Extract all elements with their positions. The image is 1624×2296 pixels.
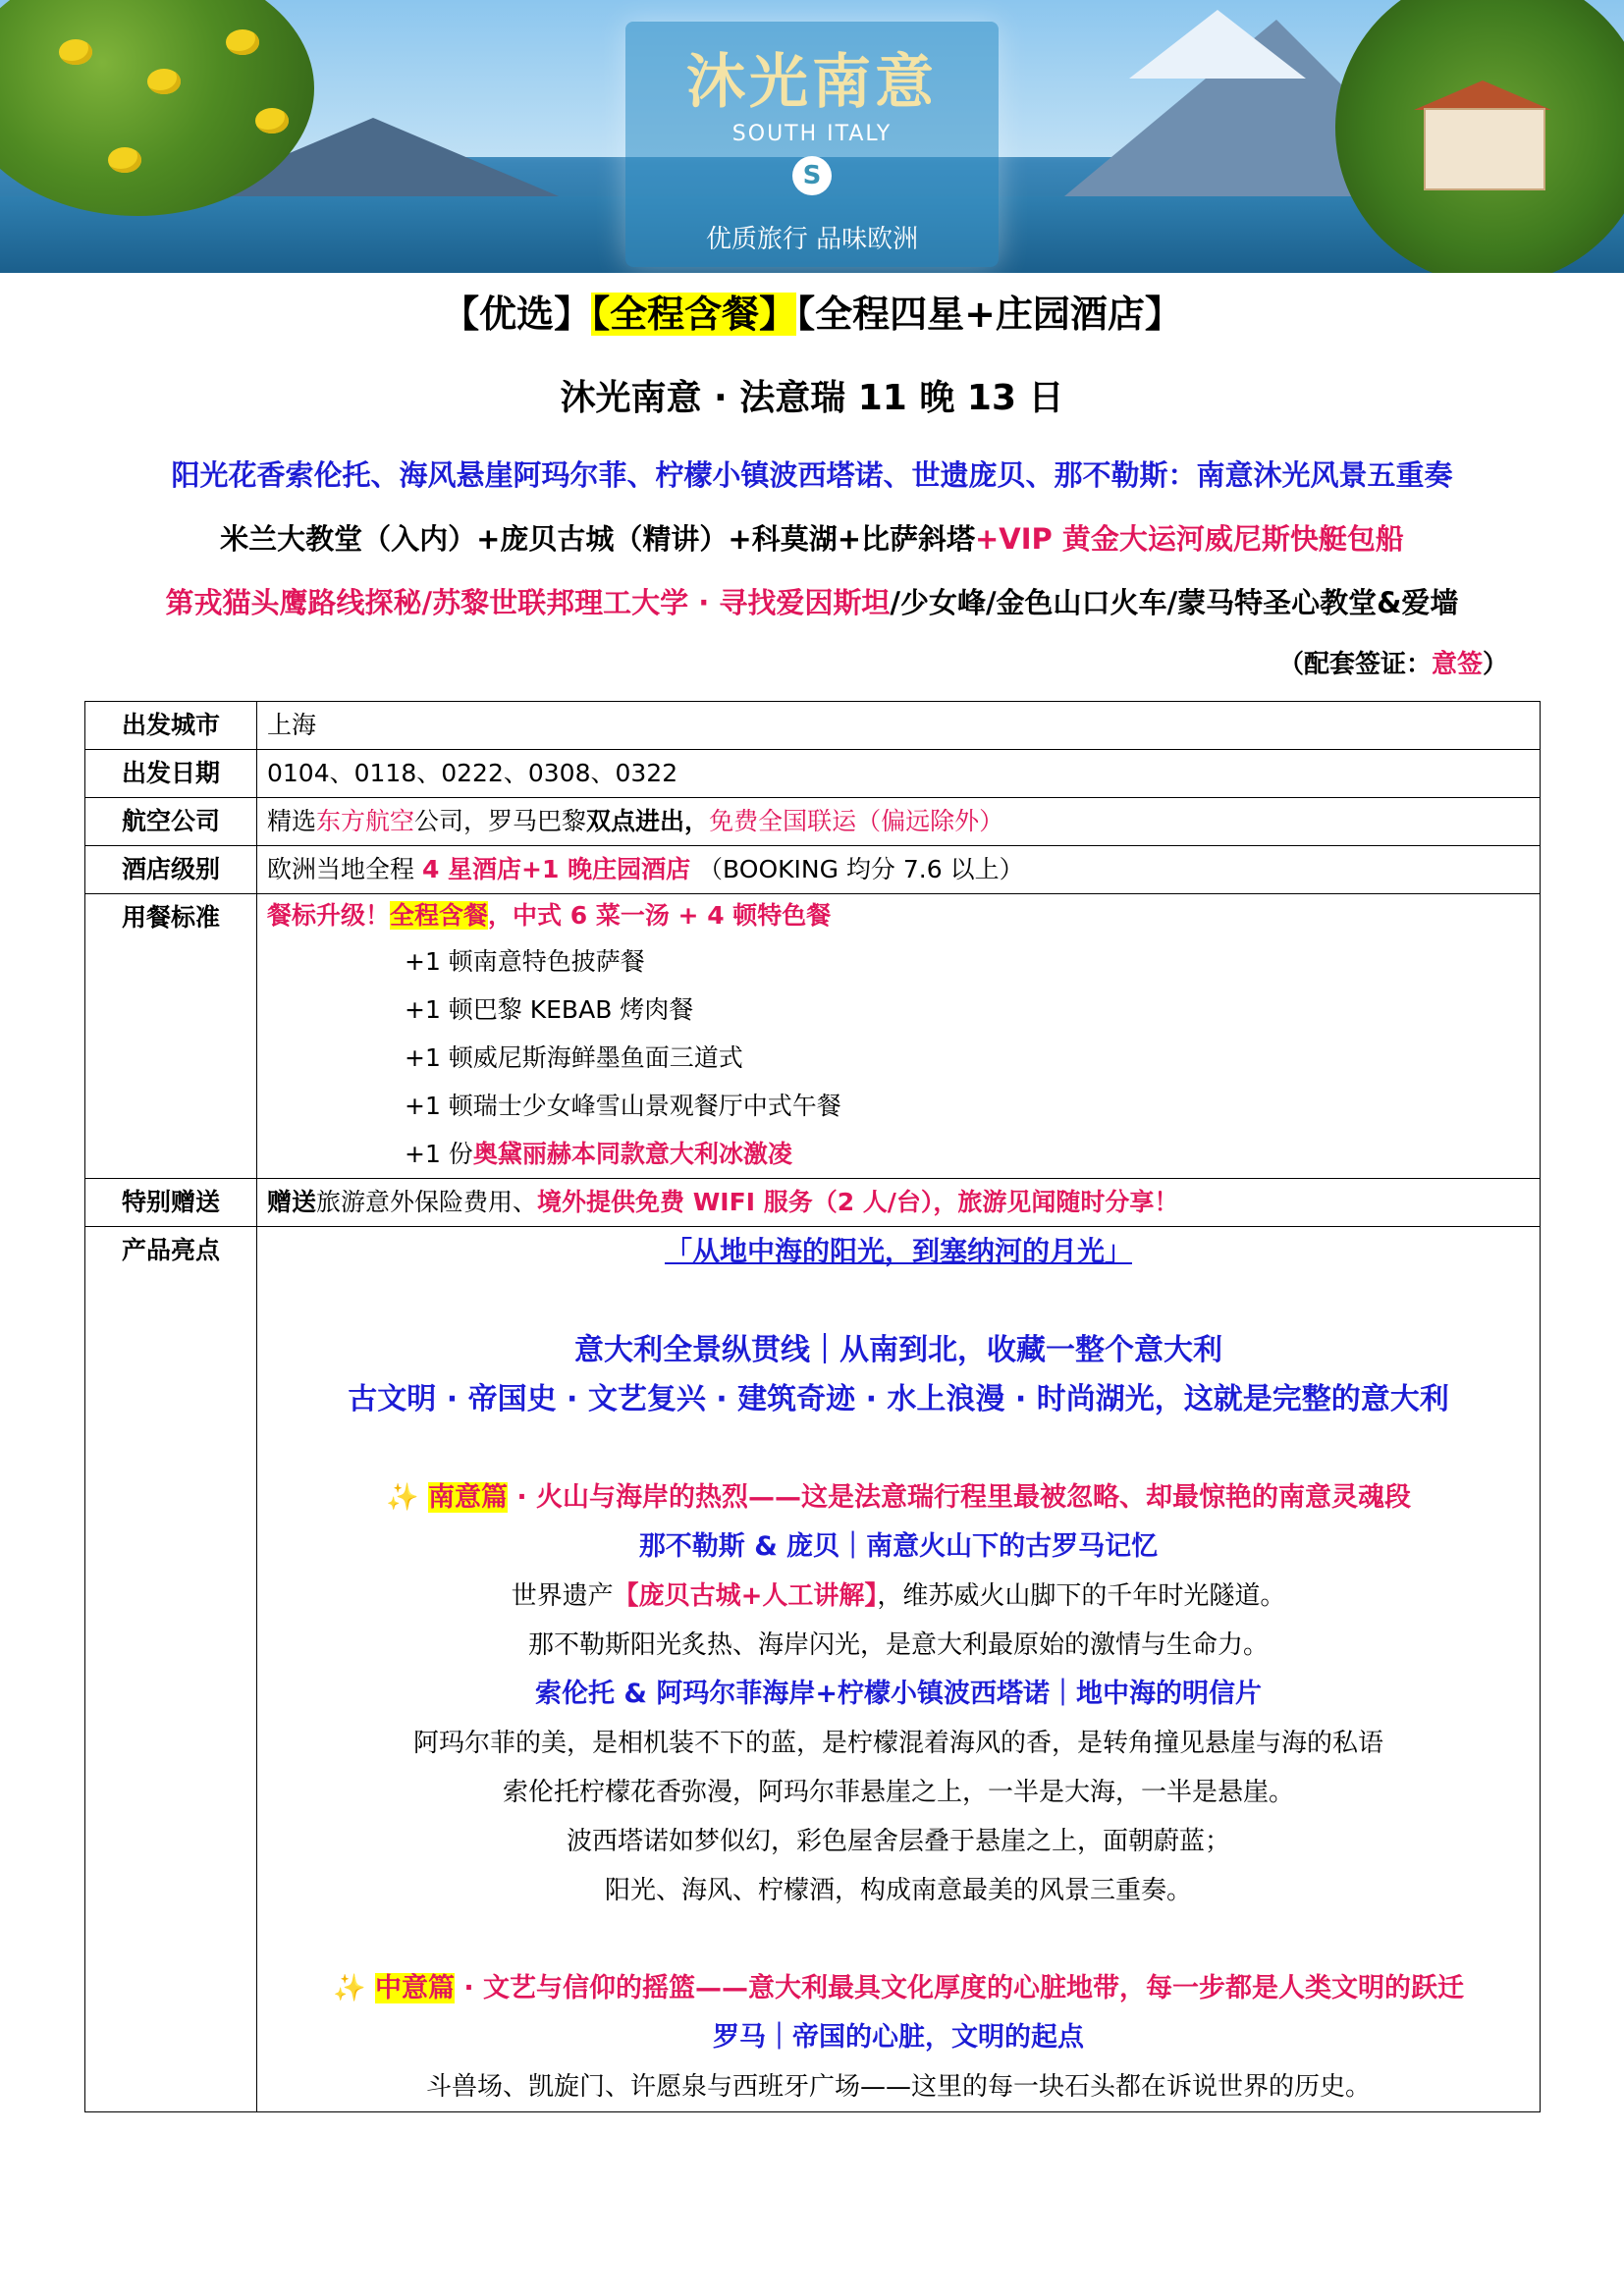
south-text-4: 索伦托柠檬花香弥漫，阿玛尔菲悬崖之上，一半是大海，一半是悬崖。	[502, 1778, 1294, 1807]
meals-label: 用餐标准	[85, 894, 257, 1179]
meal-item: +1 顿威尼斯海鲜墨鱼面三道式	[405, 1043, 743, 1072]
table-row	[85, 702, 1541, 750]
spacer	[267, 1915, 1530, 1964]
logo-mark-icon: S	[792, 156, 832, 195]
banner-snowcap	[1129, 10, 1306, 79]
meal-item-prefix: +1 份	[405, 1140, 473, 1168]
south-text-1b: 【庞贝古城+人工讲解】	[613, 1581, 878, 1611]
departure-dates-label: 出发日期	[85, 750, 257, 798]
lemon-icon	[255, 108, 289, 133]
tag-premium: 【优选】	[442, 293, 592, 336]
logo-subtitle: SOUTH ITALY	[731, 122, 893, 146]
lemon-icon	[59, 39, 92, 65]
meal-item: +1 顿巴黎 KEBAB 烤肉餐	[405, 995, 694, 1024]
page-title: 沐光南意 · 法意瑞 11 晚 13 日	[560, 378, 1064, 418]
hotel-label: 酒店级别	[85, 846, 257, 894]
product-headline	[267, 1227, 1530, 1277]
tags-title	[0, 285, 1624, 344]
gifts-label: 特别赠送	[85, 1179, 257, 1227]
tag-hotel: 【全程四星+庄园酒店】	[796, 293, 1182, 336]
table-row	[85, 1227, 1541, 2112]
south-text-1a: 世界遗产	[511, 1581, 614, 1611]
meals-headline	[267, 894, 1530, 937]
airline-free-transfer: 免费全国联运（偏远除外）	[709, 807, 1004, 835]
table-row	[85, 846, 1541, 894]
mid-text-1: 斗兽场、凯旋门、许愿泉与西班牙广场——这里的每一块石头都在诉说世界的历史。	[425, 2072, 1371, 2102]
visa-value: 意签	[1431, 650, 1483, 679]
product-label: 产品亮点	[85, 1227, 257, 2112]
south-text-6: 阳光、海风、柠檬酒，构成南意最美的风景三重奏。	[604, 1876, 1192, 1905]
lemon-icon	[226, 29, 259, 55]
mid-section-title	[267, 1964, 1530, 2013]
south-tag: 南意篇	[427, 1482, 508, 1513]
villa-roof	[1414, 80, 1551, 110]
meal-item-icecream: 奥黛丽赫本同款意大利冰激凌	[472, 1140, 792, 1168]
hotel-rating: （BOOKING 均分 7.6 以上）	[690, 855, 1024, 883]
visa-prefix: （配套签证：	[1277, 650, 1432, 679]
mid-sub-1: 罗马｜帝国的心脏，文明的起点	[713, 2022, 1084, 2053]
banner-slogan: 优质旅行 品味欧洲	[705, 225, 919, 254]
airline-text: 公司，罗马巴黎	[414, 807, 587, 835]
logo-title: 沐光南意	[686, 48, 938, 117]
mid-title: · 文艺与信仰的摇篮——意大利最具文化厚度的心脏地带，每一步都是人类文明的跃迁	[454, 1973, 1465, 2003]
banner	[0, 0, 1624, 273]
airline-text: 精选	[267, 807, 317, 835]
highlight-line-2-main: 米兰大教堂（入内）+庞贝古城（精讲）+科莫湖+比萨斜塔	[220, 522, 975, 556]
hotel-text: 欧洲当地全程	[267, 855, 422, 883]
product-big-1: 意大利全景纵贯线｜从南到北，收藏一整个意大利	[574, 1333, 1222, 1367]
airline-value	[257, 798, 1541, 846]
gifts-wifi: 境外提供免费 WIFI 服务（2 人/台），旅游见闻随时分享！	[537, 1188, 1179, 1216]
highlight-line-3-main: /少女峰/金色山口火车/蒙马特圣心教堂&爱墙	[890, 586, 1459, 619]
airline-label: 航空公司	[85, 798, 257, 846]
departure-dates-value: 0104、0118、0222、0308、0322	[257, 750, 1541, 798]
airline-double: 双点进出，	[586, 807, 710, 835]
product-headline-text: 「从地中海的阳光，到塞纳河的月光」	[664, 1235, 1132, 1267]
lemon-icon	[147, 69, 181, 94]
meals-full: 全程含餐	[390, 901, 489, 930]
tag-meals: 【全程含餐】	[591, 293, 797, 336]
south-text-5: 波西塔诺如梦似幻，彩色屋舍层叠于悬崖之上，面朝蔚蓝；	[566, 1827, 1230, 1856]
highlight-line-2-vip: +VIP 黄金大运河威尼斯快艇包船	[975, 522, 1404, 556]
south-text-2: 那不勒斯阳光炙热、海岸闪光，是意大利最原始的激情与生命力。	[527, 1630, 1269, 1660]
highlight-line-1: 阳光花香索伦托、海风悬崖阿玛尔菲、柠檬小镇波西塔诺、世遗庞贝、那不勒斯：南意沐光风景五重奏	[171, 458, 1453, 492]
meals-upgrade: 餐标升级！	[267, 901, 391, 930]
gifts-prefix: 赠送	[267, 1188, 317, 1216]
table-row	[85, 798, 1541, 846]
south-text-1	[267, 1572, 1530, 1621]
banner-logo	[625, 22, 999, 267]
highlight-line-3-special: 第戎猫头鹰路线探秘/苏黎世联邦理工大学 · 寻找爱因斯坦	[165, 586, 891, 619]
south-title: · 火山与海岸的热烈——这是法意瑞行程里最被忽略、却最惊艳的南意灵魂段	[507, 1482, 1412, 1513]
visa-suffix: ）	[1482, 650, 1508, 679]
hotel-value	[257, 846, 1541, 894]
trip-info-table	[84, 701, 1541, 2112]
product-big-2: 古文明 · 帝国史 · 文艺复兴 · 建筑奇迹 · 水上浪漫 · 时尚湖光，这就是完整的意大利	[348, 1382, 1449, 1416]
spacer	[267, 1424, 1530, 1473]
meal-item: +1 顿南意特色披萨餐	[405, 947, 645, 976]
meal-item	[267, 1130, 1530, 1178]
visa-note	[1278, 648, 1508, 681]
product-highlights	[257, 1227, 1541, 2112]
table-row	[85, 750, 1541, 798]
south-text-1c: ，维苏威火山脚下的千年时光隧道。	[877, 1581, 1286, 1611]
meals-standard: ，中式 6 菜一汤 + 4 顿特色餐	[488, 901, 832, 930]
airline-name: 东方航空	[316, 807, 415, 835]
south-text-3: 阿玛尔菲的美，是相机装不下的蓝，是柠檬混着海风的香，是转角撞见悬崖与海的私语	[412, 1729, 1383, 1758]
gifts-insurance: 旅游意外保险费用、	[316, 1188, 538, 1216]
departure-city-value: 上海	[257, 702, 1541, 750]
meals-value	[257, 894, 1541, 1179]
meal-item: +1 顿瑞士少女峰雪山景观餐厅中式午餐	[405, 1092, 841, 1120]
table-row	[85, 894, 1541, 1179]
sparkle-icon: ✨	[332, 1973, 366, 2003]
table-row	[85, 1179, 1541, 1227]
lemon-icon	[108, 147, 141, 173]
highlight-line-3	[0, 581, 1624, 624]
south-sub-2: 索伦托 & 阿玛尔菲海岸+柠檬小镇波西塔诺｜地中海的明信片	[535, 1679, 1262, 1709]
south-sub-1: 那不勒斯 & 庞贝｜南意火山下的古罗马记忆	[638, 1531, 1159, 1562]
villa-house	[1424, 108, 1545, 190]
departure-city-label: 出发城市	[85, 702, 257, 750]
hotel-grade: 4 星酒店+1 晚庄园酒店	[421, 855, 691, 883]
gifts-value	[257, 1179, 1541, 1227]
highlight-line-2	[0, 517, 1624, 561]
spacer	[267, 1277, 1530, 1326]
mid-tag: 中意篇	[374, 1973, 455, 2003]
sparkle-icon: ✨	[385, 1482, 419, 1513]
south-section-title	[267, 1473, 1530, 1522]
